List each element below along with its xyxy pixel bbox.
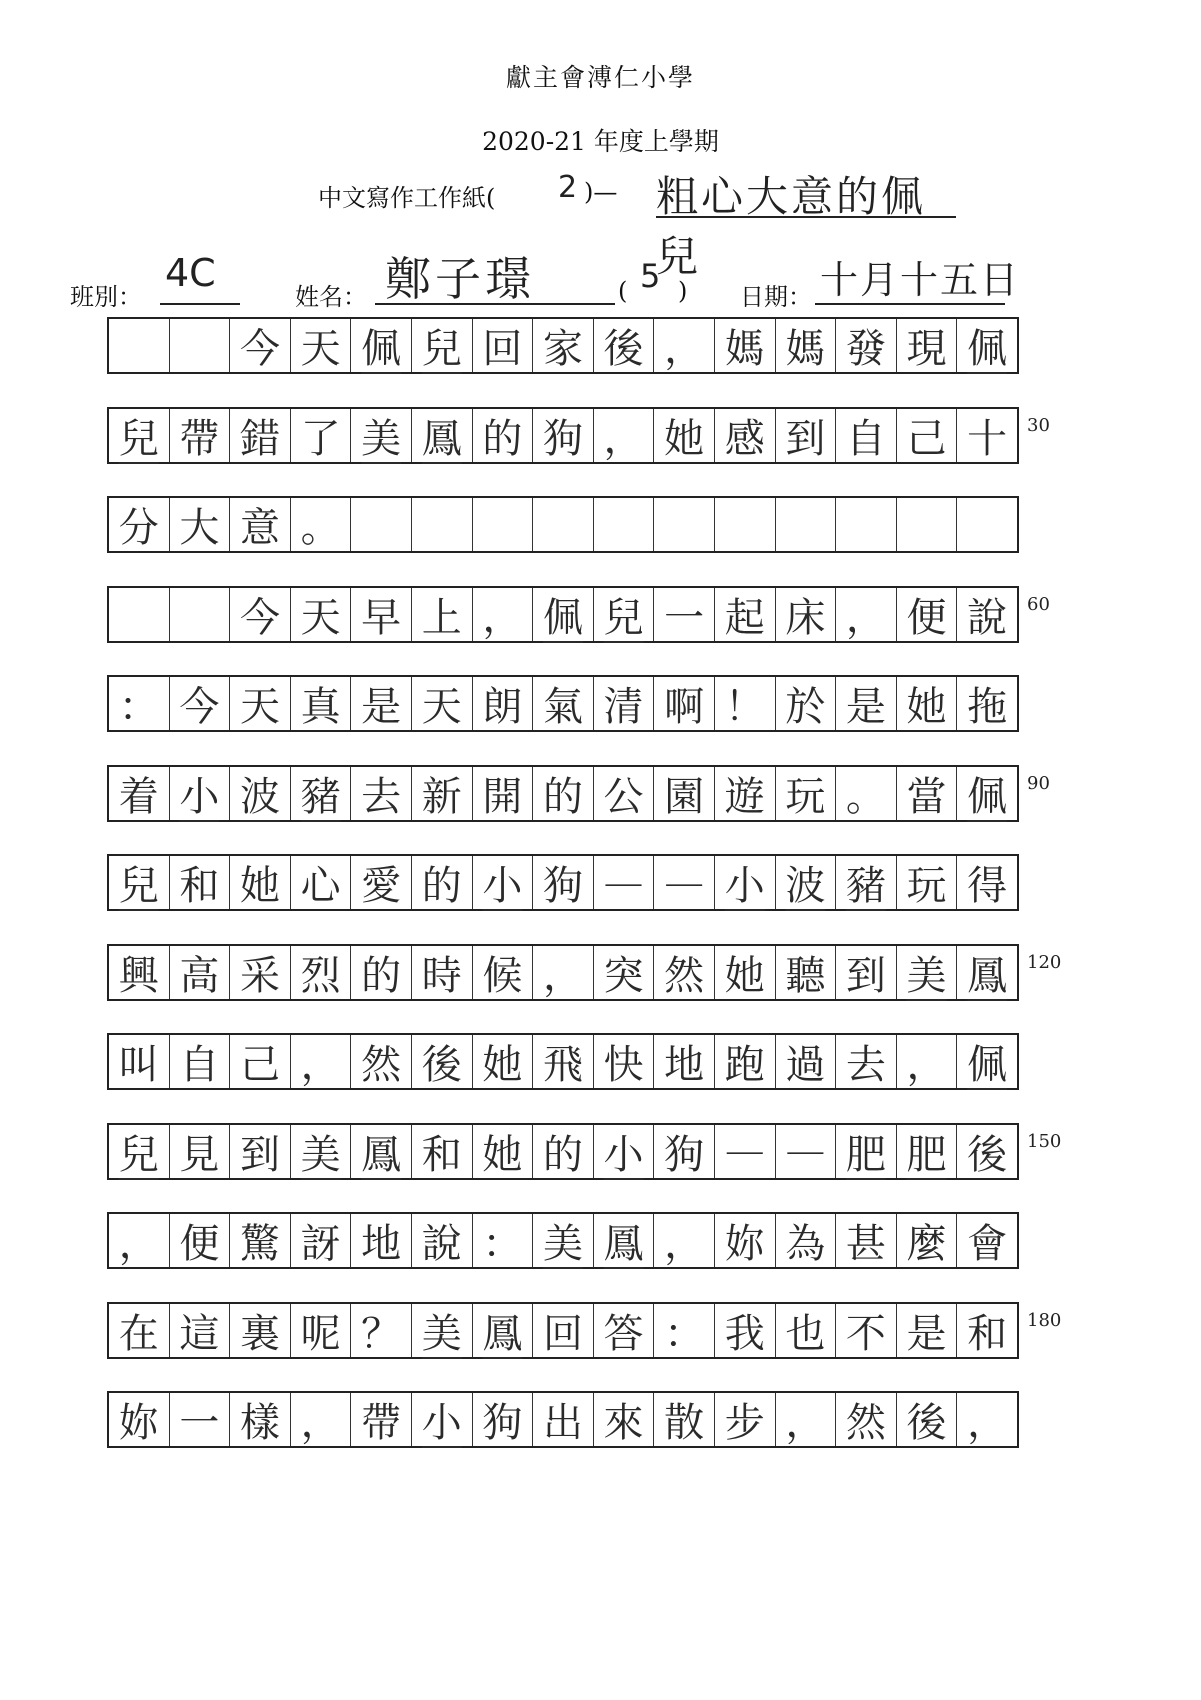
char-count-marker: 150 <box>1027 1130 1062 1152</box>
grid-cell: 兒 <box>109 856 170 909</box>
grid-cell: 出 <box>533 1393 594 1446</box>
grid-cell: 發 <box>836 319 897 372</box>
grid-cell: 狗 <box>533 409 594 462</box>
grid-cell: 佩 <box>967 1042 1008 1088</box>
grid-cell: 感 <box>715 409 776 462</box>
grid-cell: 在 <box>109 1304 170 1357</box>
grid-cell: 着 <box>109 767 170 820</box>
grid-cell: 來 <box>594 1393 655 1446</box>
grid-cell <box>170 319 231 372</box>
grid-cell: 步 <box>715 1393 776 1446</box>
grid-cell: 媽 <box>715 319 776 372</box>
grid-cell: 便 <box>897 588 958 641</box>
grid-row <box>107 854 1019 911</box>
grid-cell: 錯 <box>230 409 291 462</box>
grid-cell: 床 <box>776 588 837 641</box>
grid-cell: 她 <box>897 677 958 730</box>
grid-cell: — <box>594 856 655 909</box>
grid-cell: 當 <box>897 767 958 820</box>
grid-cell: ， <box>109 1214 170 1267</box>
grid-cell: 到 <box>230 1125 291 1178</box>
grid-cell <box>715 498 776 551</box>
grid-cell: 她 <box>473 1035 534 1088</box>
grid-cell: 說 <box>967 594 1008 641</box>
student-number: 5 <box>640 257 661 295</box>
grid-cell <box>957 498 1017 551</box>
grid-cell: 兒 <box>412 319 473 372</box>
grid-cell: ！ <box>715 677 776 730</box>
grid-cell: 狗 <box>473 1393 534 1446</box>
grid-row <box>107 496 1019 553</box>
class-value: 4C <box>165 251 216 295</box>
grid-cell: 。 <box>836 767 897 820</box>
grid-cell: 呢 <box>291 1304 352 1357</box>
grid-cell: 了 <box>291 409 352 462</box>
grid-cell: 肥 <box>836 1125 897 1178</box>
grid-row <box>107 1212 1019 1269</box>
grid-cell: 小 <box>473 856 534 909</box>
grid-cell: 叫 <box>109 1035 170 1088</box>
grid-cell: 遊 <box>715 767 776 820</box>
grid-row <box>107 1033 1019 1090</box>
grid-cell: ， <box>473 588 534 641</box>
grid-cell: 去 <box>351 767 412 820</box>
grid-cell: 候 <box>473 946 534 999</box>
grid-cell: 後 <box>897 1393 958 1446</box>
grid-cell: 采 <box>230 946 291 999</box>
worksheet-label: 中文寫作工作紙( <box>318 184 496 212</box>
grid-cell: 己 <box>897 409 958 462</box>
grid-cell: 真 <box>291 677 352 730</box>
grid-cell: 意 <box>230 498 291 551</box>
grid-cell <box>897 498 958 551</box>
grid-cell: 回 <box>473 319 534 372</box>
char-count-marker: 120 <box>1027 951 1062 973</box>
grid-cell: 小 <box>715 856 776 909</box>
grid-row <box>107 1123 1019 1180</box>
grid-cell: 後 <box>967 1131 1008 1178</box>
grid-cell: 一 <box>654 588 715 641</box>
grid-cell: 然 <box>654 946 715 999</box>
grid-cell: 分 <box>109 498 170 551</box>
grid-cell <box>351 498 412 551</box>
grid-cell: 天 <box>412 677 473 730</box>
grid-cell: 早 <box>351 588 412 641</box>
grid-row <box>107 944 1019 1001</box>
grid-cell: 這 <box>170 1304 231 1357</box>
grid-cell: 過 <box>776 1035 837 1088</box>
char-count-marker: 60 <box>1027 593 1050 615</box>
grid-cell: 帶 <box>170 409 231 462</box>
grid-cell <box>533 498 594 551</box>
char-count-marker: 30 <box>1027 414 1050 436</box>
grid-cell: 玩 <box>776 767 837 820</box>
grid-cell: 的 <box>351 946 412 999</box>
name-label: 姓名： <box>295 283 367 311</box>
grid-cell: 的 <box>412 856 473 909</box>
grid-cell: — <box>776 1125 837 1178</box>
grid-cell: 裏 <box>230 1304 291 1357</box>
name-value: 鄭子璟 <box>385 252 535 306</box>
grid-cell: 肥 <box>897 1125 958 1178</box>
grid-cell: — <box>654 856 715 909</box>
grid-cell: 豬 <box>836 856 897 909</box>
grid-cell: 不 <box>836 1304 897 1357</box>
grid-cell: 心 <box>291 856 352 909</box>
grid-cell: 小 <box>594 1125 655 1178</box>
grid-cell: 快 <box>594 1035 655 1088</box>
grid-cell: 突 <box>594 946 655 999</box>
grid-cell: 和 <box>170 856 231 909</box>
grid-cell: 地 <box>654 1035 715 1088</box>
grid-cell: 後 <box>594 319 655 372</box>
grid-cell: 飛 <box>533 1035 594 1088</box>
grid-cell: ， <box>291 1393 352 1446</box>
grid-cell: ， <box>654 319 715 372</box>
grid-cell <box>170 588 231 641</box>
grid-cell: 美 <box>351 409 412 462</box>
grid-cell: 狗 <box>654 1125 715 1178</box>
grid-cell: 甚 <box>836 1214 897 1267</box>
worksheet-suffix: )— <box>584 178 618 206</box>
grid-cell <box>836 498 897 551</box>
grid-cell: 高 <box>170 946 231 999</box>
grid-row <box>107 407 1019 464</box>
grid-cell: 妳 <box>715 1214 776 1267</box>
grid-cell: ： <box>473 1214 534 1267</box>
grid-cell: 清 <box>594 677 655 730</box>
grid-cell: 美 <box>897 946 958 999</box>
grid-cell: 氣 <box>533 677 594 730</box>
title-underline <box>656 216 956 218</box>
student-info <box>70 251 1150 311</box>
grid-cell: 是 <box>836 677 897 730</box>
grid-cell: 佩 <box>533 588 594 641</box>
grid-cell: 鳳 <box>351 1125 412 1178</box>
grid-cell: 媽 <box>776 319 837 372</box>
term-heading: 2020-21 年度上學期 <box>482 127 719 156</box>
grid-cell: 她 <box>473 1125 534 1178</box>
grid-cell: 的 <box>533 767 594 820</box>
grid-cell: 美 <box>412 1304 473 1357</box>
grid-row <box>107 1302 1019 1359</box>
school-name: 獻主會溥仁小學 <box>505 63 695 92</box>
grid-cell: ， <box>897 1035 958 1088</box>
grid-cell: 聽 <box>776 946 837 999</box>
grid-cell: 驚 <box>230 1214 291 1267</box>
grid-cell: 今 <box>230 588 291 641</box>
grid-cell: 的 <box>473 409 534 462</box>
name-underline <box>375 303 615 305</box>
grid-cell: 園 <box>654 767 715 820</box>
grid-cell <box>654 498 715 551</box>
grid-cell: 然 <box>351 1035 412 1088</box>
grid-cell: ， <box>654 1214 715 1267</box>
grid-cell: 。 <box>291 498 352 551</box>
date-label: 日期： <box>740 283 812 311</box>
grid-cell: 帶 <box>351 1393 412 1446</box>
grid-cell: 自 <box>836 409 897 462</box>
grid-cell: 朗 <box>473 677 534 730</box>
grid-cell: 是 <box>351 677 412 730</box>
char-count-marker: 90 <box>1027 772 1050 794</box>
grid-cell: 今 <box>230 319 291 372</box>
grid-cell: 也 <box>776 1304 837 1357</box>
grid-cell: ？ <box>351 1304 412 1357</box>
number-close: ) <box>678 277 688 305</box>
grid-cell <box>109 319 170 372</box>
grid-cell: 後 <box>412 1035 473 1088</box>
grid-cell: 到 <box>836 946 897 999</box>
grid-cell: 我 <box>715 1304 776 1357</box>
grid-cell: ： <box>654 1304 715 1357</box>
grid-cell: 新 <box>412 767 473 820</box>
grid-cell: 為 <box>776 1214 837 1267</box>
grid-cell: 回 <box>533 1304 594 1357</box>
class-underline <box>160 303 240 305</box>
grid-cell: 自 <box>170 1035 231 1088</box>
grid-cell: 到 <box>776 409 837 462</box>
grid-cell <box>109 588 170 641</box>
grid-cell: — <box>715 1125 776 1178</box>
grid-cell: 豬 <box>291 767 352 820</box>
grid-cell: 跑 <box>715 1035 776 1088</box>
grid-cell: 地 <box>351 1214 412 1267</box>
grid-cell: 美 <box>533 1214 594 1267</box>
grid-cell: ， <box>533 946 594 999</box>
grid-cell: 天 <box>291 319 352 372</box>
grid-cell: 鳳 <box>594 1214 655 1267</box>
grid-cell: 佩 <box>967 326 1008 372</box>
grid-cell: 佩 <box>967 773 1008 820</box>
grid-cell: 她 <box>654 409 715 462</box>
grid-cell: ， <box>967 1400 1008 1446</box>
grid-cell: 時 <box>412 946 473 999</box>
grid-cell: 會 <box>967 1221 1008 1267</box>
grid-cell: ， <box>836 588 897 641</box>
grid-cell: 麼 <box>897 1214 958 1267</box>
grid-cell: 兒 <box>594 588 655 641</box>
grid-cell: 和 <box>412 1125 473 1178</box>
grid-cell: 己 <box>230 1035 291 1088</box>
date-value: 十月十五日 <box>820 258 1021 302</box>
grid-cell: 現 <box>897 319 958 372</box>
worksheet-number: 2 <box>558 170 578 205</box>
grid-cell: 和 <box>967 1310 1008 1357</box>
grid-cell: 於 <box>776 677 837 730</box>
grid-row <box>107 1391 1019 1448</box>
grid-cell: 然 <box>836 1393 897 1446</box>
grid-cell: ， <box>776 1393 837 1446</box>
grid-row <box>107 675 1019 732</box>
grid-cell: 佩 <box>351 319 412 372</box>
char-count-marker: 180 <box>1027 1309 1062 1331</box>
grid-cell: 狗 <box>533 856 594 909</box>
grid-cell: 一 <box>170 1393 231 1446</box>
grid-cell: 天 <box>291 588 352 641</box>
grid-cell: 波 <box>776 856 837 909</box>
grid-cell: 說 <box>412 1214 473 1267</box>
grid-cell: ： <box>109 677 170 730</box>
grid-cell: 開 <box>473 767 534 820</box>
grid-row <box>107 765 1019 822</box>
grid-row <box>107 586 1019 643</box>
grid-cell: 家 <box>533 319 594 372</box>
essay-title: 粗心大意的佩兒 <box>656 172 927 281</box>
grid-cell: 去 <box>836 1035 897 1088</box>
grid-cell: 大 <box>170 498 231 551</box>
grid-cell: 今 <box>170 677 231 730</box>
grid-cell <box>776 498 837 551</box>
grid-cell: 美 <box>291 1125 352 1178</box>
grid-cell: 訝 <box>291 1214 352 1267</box>
grid-cell: 散 <box>654 1393 715 1446</box>
grid-cell: 興 <box>109 946 170 999</box>
grid-cell: 是 <box>897 1304 958 1357</box>
grid-cell <box>594 498 655 551</box>
grid-cell: 波 <box>230 767 291 820</box>
grid-cell: 她 <box>715 946 776 999</box>
grid-cell: 十 <box>967 415 1008 462</box>
grid-cell: 妳 <box>109 1393 170 1446</box>
grid-cell: 小 <box>412 1393 473 1446</box>
grid-cell: ， <box>594 409 655 462</box>
grid-cell: 便 <box>170 1214 231 1267</box>
grid-cell: 鳳 <box>473 1304 534 1357</box>
grid-cell: 兒 <box>109 1125 170 1178</box>
grid-cell: 愛 <box>351 856 412 909</box>
date-underline <box>815 303 1005 305</box>
grid-cell <box>473 498 534 551</box>
grid-cell: 公 <box>594 767 655 820</box>
grid-cell: ， <box>291 1035 352 1088</box>
class-label: 班別： <box>70 283 142 311</box>
grid-cell: 小 <box>170 767 231 820</box>
grid-cell: 她 <box>230 856 291 909</box>
grid-cell: 啊 <box>654 677 715 730</box>
grid-cell: 見 <box>170 1125 231 1178</box>
grid-cell: 答 <box>594 1304 655 1357</box>
grid-cell <box>412 498 473 551</box>
grid-cell: 的 <box>533 1125 594 1178</box>
grid-cell: 烈 <box>291 946 352 999</box>
grid-cell: 鳳 <box>967 952 1008 999</box>
grid-cell: 樣 <box>230 1393 291 1446</box>
grid-cell: 兒 <box>109 409 170 462</box>
grid-row <box>107 317 1019 374</box>
number-open: ( <box>618 277 628 305</box>
grid-cell: 玩 <box>897 856 958 909</box>
grid-cell: 鳳 <box>412 409 473 462</box>
grid-cell: 得 <box>967 863 1008 909</box>
grid-cell: 天 <box>230 677 291 730</box>
grid-cell: 拖 <box>967 684 1008 730</box>
grid-cell: 上 <box>412 588 473 641</box>
grid-cell: 起 <box>715 588 776 641</box>
